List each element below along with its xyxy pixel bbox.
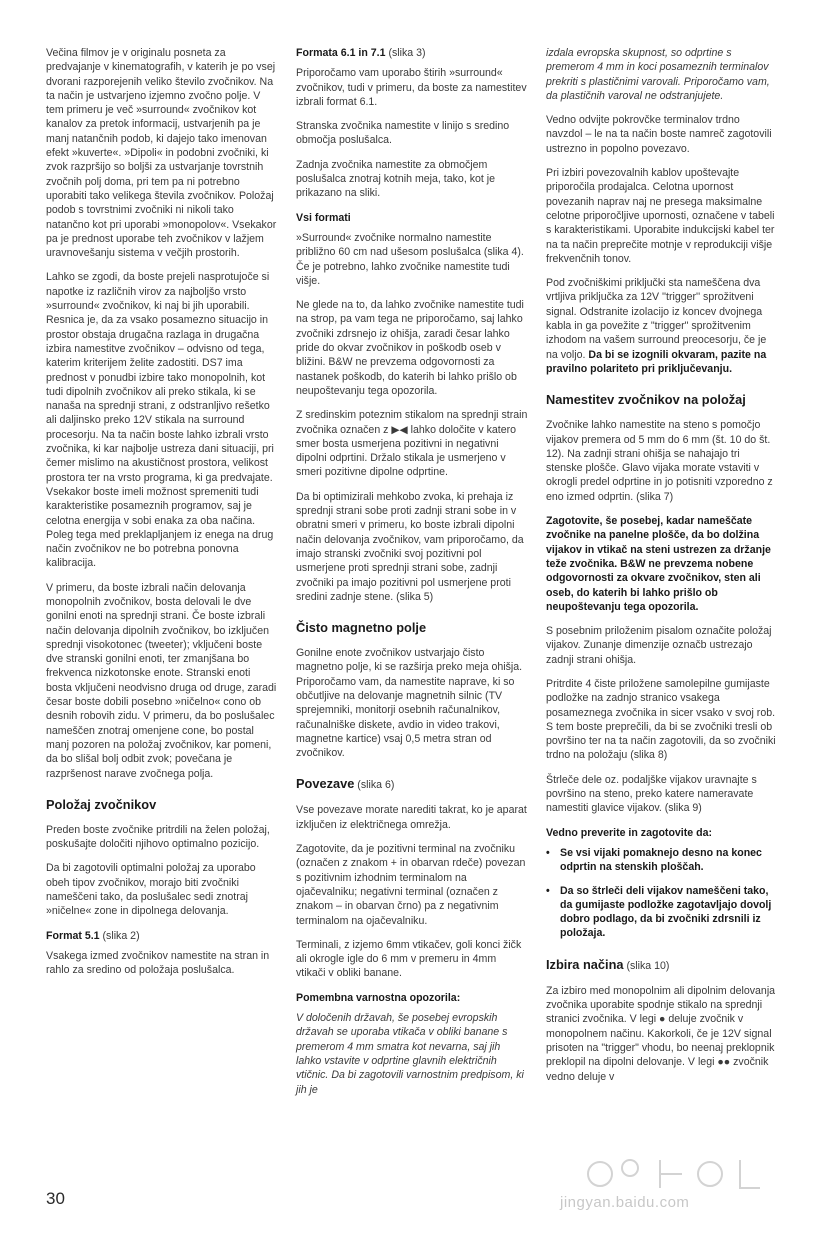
watermark-logo-icon [560,1150,790,1194]
heading-speaker-position: Položaj zvočnikov [46,796,157,812]
paragraph: Z sredinskim poteznim stikalom na sprednji strain zvočnika označen z ▶◀ lahko določite v katero smer bosta usmerjena pozitivni in negativni dipolni odprtini. Držalo stikala je usmerjeno v smeri pozitivne dipolne odprtine. [296,409,528,479]
list-item: • Da so štrleči deli vijakov nameščeni tako, da gumijaste podložke zagotavljajo dovolj dobro podlago, da bi zvočniki zdrsnili iz položaja. [546,884,778,941]
heading-label: Povezave [296,776,355,792]
paragraph: S posebnim priloženim pisalom označite položaj vijakov. Zunanje dimenzije označb ustrezajo zadnji strani ohišja. [546,625,772,666]
paragraph: Lahko se zgodi, da boste prejeli nasprotujoče si napotke iz različnih virov za najboljšo vrsto »surround« zvočnikov, ki naj bi jih uporabili. Resnica je, da za vsako posamezno situacijo in prostor obstaja drugačna razlaga in drugačna izbira namestitve zvočnikov – odvisno od tega, katerim kriterijem želite zadostiti. DS7 ima prednost v ponudbi izbire tako monopolnih, kot tudi dipolnih zvočnikov ali preko stikala, ki se nanaša na sprednji strani, z odstranljivo rešetko ali daljinsko preko 12V stikala na surround procesorju. Na ta način boste lahko izbrali vrsto zvočnika, ki kar najbolje ustreza dani situaciji, pri čemer mislimo na akustičnost prostora, velikost prostora ter na vrsto programa, ki ga predvajate. Vsekakor boste imeli možnost spremeniti tudi karakteristike posameznih programov, saj je celotna energija v sobi enaka za oba načina. Poleg tega med preklapljanjem iz enega na drug način zvočnikov ne bo potrebna ponovna kalibracija. [46,271,274,570]
paragraph: Vedno odvijte pokrovčke terminalov trdno navzdol – le na ta način boste namreč zagotovili ustrezno in popolno povezavo. [546,114,772,155]
paragraph: Priporočamo vam uporabo štirih »surround« zvočnikov, tudi v primeru, da boste za namestitev izbrali format 6.1. [296,67,527,108]
paragraph: Pritrdite 4 čiste priložene samolepilne gumijaste podložke na zadnjo stranico vsakega posameznega zvočnika in sicer vsako v svoj rob. S tem boste preprečili, da bi se zvočniki tresli ob površino ter na ta način zagotovili, da so zvočniki trdno na položaju (slika 8) [546,677,776,762]
heading-mode-selection [546,957,778,974]
paragraph: Vsakega izmed zvočnikov namestite na stran in rahlo za sredino od položaja poslušalca. [46,949,270,977]
paragraph: Da bi optimizirali mehkobo zvoka, ki prehaja iz sprednji strani sobe proti zadnji strani sobe in v obratni smeri v primeru, ko boste izbrali dipolni način delovanja zvočnikov, vam priporočamo, da imajo stranski zvočniki svoj pozitivni pol usmerjene proti sprednji strani sobe, zadnji zvočniki pa imajo pozitivni pol usmerjene proti sredini zadnje stene. (slika 5) [296,490,524,603]
subheading-format-61-71 [296,46,528,60]
paragraph: Večina filmov je v originalu posneta za predvajanje v kinematografih, v katerih je po vsej dvorani razporejenih veliko število zvočnikov. Na ta način je ustvarjeno izjemno zvočno polje. V tem primeru je več »surround« zvočnikov kot kanalov za pretok informacij, ustvarjenih pa je manj natančnih podob, ki dajejo tako imenovan efekt »kuverte«. »Dipoli« in podobni zvočniki, ki zvok razpršijo so boljši za ustvarjanje tovrstnih zvočnih polj doma, pri tem pa ni potrebno uporabiti tako velikega števila zvočnikov. Položaj podob s tovrstnimi zvočniki ni nikoli tako natančno kot pri uporabi »monopolov«. Vsekakor pa je prednost uporabe teh zvočnikov v lažjem uravnovešanju sistema v večjih prostorih. [46,47,277,260]
figure-reference: (slika 2) [99,929,140,942]
subheading-label: Formata 6.1 in 7.1 [296,47,386,59]
subheading-format-51 [46,929,278,943]
paragraph: Vse povezave morate narediti takrat, ko je aparat izključen iz električnega omrežja. [296,804,527,831]
heading-mounting: Namestitev zvočnikov na položaj [546,392,746,408]
list-item: • Se vsi vijaki pomaknejo desno na konec odprtin na stenskih ploščah. [546,846,778,875]
page-number: 30 [46,1189,65,1208]
paragraph: Gonilne enote zvočnikov ustvarjajo čisto magnetno polje, ki se razširja preko meja ohišja. Priporočamo vam, da namestite naprave, ki so občutljive na delovanje magnetnih silnic (TV sprejemniki, monitorji osebnih računalnikov, računalniške diskete, avdio in video trakovi, magnetne kartice) vsaj 0,5 metra stran od zvočnikov. [296,647,523,760]
paragraph: Terminali, z izjemo 6mm vtikačev, goli konci žičk ali okrogle igle do 6 mm v premeru in 4mm vtikači v obliki banane. [296,938,522,980]
heading-magnetic-field: Čisto magnetno polje [296,620,427,636]
heading-connections [296,776,528,793]
paragraph [546,276,778,376]
figure-reference: (slika 3) [385,47,426,59]
watermark [560,1150,790,1230]
paragraph-italic: V določenih državah, še posebej evropskih državah se uporaba vtikača v obliki banane s premerom 4 mm smatra kot nevarna, saj jih lahko vstavite v odprtine glavnih električnih vtičnic. Da bi zagotovili varnostnim predpisom, ki jih je [296,1012,524,1096]
paragraph: Da bi zagotovili optimalni položaj za uporabo obeh tipov zvočnikov, morajo biti zvočniki nameščeni tako, da poslušalec sedi znotraj »ničelne« zone in dipolnega delovanja. [46,862,256,918]
paragraph: Zadnja zvočnika namestite za območjem poslušalca znotraj kotnih meja, tako, kot je prikazano na sliki. [296,158,496,200]
paragraph: Zagotovite, da je pozitivni terminal na zvočniku (označen z znakom + in obarvan rdeče) povezan s pozitivnim izhodnim terminalom na ojačevalniku; negativni terminal (označen z znakom – in obarvan črno) pa z negativnim terminalom na ojačevalniku. [296,843,526,927]
paragraph-bold-warning: Da bi se izognili okvaram, pazite na pravilno polariteto pri priključevanju. [546,348,767,375]
checklist [546,846,778,941]
heading-label: Izbira načina [546,956,624,972]
paragraph: Preden boste zvočnike pritrdili na želen položaj, poskušajte določiti njihovo optimalno pozicijo. [46,823,270,851]
figure-reference: (slika 6) [354,779,395,792]
paragraph: Ne glede na to, da lahko zvočnike namestite tudi na strop, pa vam tega ne priporočamo, saj lahko zvočniki zdrsnejo iz ohišja, zaradi česar lahko pride do okvar zvočnikov in poškodb oseb v bližini. B&W ne prevzema odgovornosti za nastanek poškodb, do katerih bi lahko prišlo ob neupoštevanju tega opozorila. [296,299,524,397]
column-middle [296,46,528,1107]
paragraph: Stranska zvočnika namestite v linijo s sredino območja poslušalca. [296,120,510,147]
watermark-text: jingyan.baidu.com [560,1194,690,1211]
paragraph: Pri izbiri povezovalnih kablov upoštevajte priporočila prodajalca. Celotna upornost povezanih naprav naj ne presega maksimalne celotne priporočljive upornosti, označene v tabeli s karakteristikami. Uporabite indukcijski kabel ter na ta način preprečite motnje v reprodukciji višje frekvenčnih tonov. [546,167,775,265]
subheading-check: Vedno preverite in zagotovite da: [546,826,713,839]
paragraph-bold-warning: Zagotovite, še posebej, kadar nameščate zvočnike na panelne plošče, da bo dolžina vijakov in vtikač na steni ustrezen za držanje teže zvočnika. B&W ne prevzema nobene odgovornosti za okvare zvočnikov, sten ali oseb, do katerih bi lahko prišlo ob neupoštevanju tega opozorila. [546,515,771,613]
column-left [46,46,278,988]
paragraph-text: Pod zvočniškimi priključki sta nameščena dva vrtljiva priključka za 12V ''trigger'' sprožitveni signal. Odstranite izolacijo iz koncev dvojnega kabla in ga povežite z "trigger" sprožitvenim izhodom na vašem surround preocesorju, če je na voljo. [546,277,767,361]
figure-reference: (slika 10) [623,959,670,972]
column-right [546,46,778,1094]
paragraph: Zvočnike lahko namestite na steno s pomočjo vijakov premera od 5 mm do 6 mm (št. 10 do št. 12). Na zadnji strani ohišja se nahajajo tri stenske plošče. Glavo vijaka morate vstaviti v okrogli predel odprtine in jo potisniti vzporedno z eno izmed odprtin. (slika 7) [546,419,773,503]
subheading-safety-warning: Pomembna varnostna opozorila: [296,991,461,1004]
subheading-all-formats: Vsi formati [296,211,351,224]
paragraph-italic: izdala evropska skupnost, so odprtine s premerom 4 mm in koci posameznih terminalov prekriti s plastičnimi varovali. Priporočamo vam, da plastičnih varoval ne odstranjujete. [546,47,770,102]
paragraph: V primeru, da boste izbrali način delovanja monopolnih zvočnikov, bosta delovali le dve gonilni enoti na sprednji strani. Če boste izbrali način delovanja dipolnih zvočnikov, bo izključen sprednji visokotonec (tweeter); vključeni boste dve stranski gonilni enoti, ter zmanjšana bo frekvenca nizkotonske enote. Stranski enoti bosta vključeni neodvisno druga od druge, zaradi česar boste dobili posebno »ničelno« cono ob desnih robovih zidu. V primeru, da bo poslušalec nameščen znotraj omenjene cone, bo postal manj pozoren na položaj zvočnikov, kar pomeni, da bo slišal bolj odbit zvok; povečana je razpršenost narave zvočnega polja. [46,581,277,780]
subheading-label: Format 5.1 [46,929,100,942]
paragraph: Za izbiro med monopolnim ali dipolnim delovanja zvočnika uporabite spodnje stikalo na sprednji stranici zvočnika. V legi ● deluje zvočnik v monopolnem načinu. Kakorkoli, če je 12V signal prisoten na "trigger" vhodu, bo neenaj preklopnik preklopil na dipolni delovanje. V legi ●● zvočnik vedno deluje v [546,984,776,1083]
paragraph: Štrleče dele oz. podaljške vijakov uravnajte s površino na steno, preko katere nameravate namestiti glavice vijakov. (slika 9) [546,773,757,815]
paragraph: »Surround« zvočnike normalno namestite približno 60 cm nad ušesom poslušalca (slika 4). Če je potrebno, lahko zvočnike namestite tudi višje. [296,231,524,287]
